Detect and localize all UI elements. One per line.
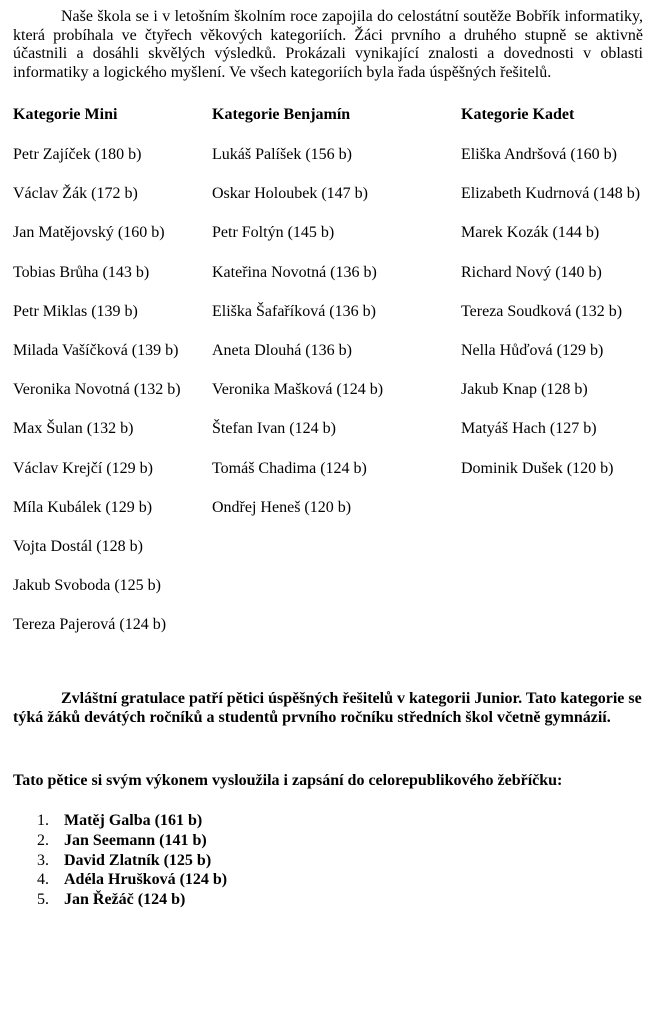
- rank-number: 3.: [37, 851, 49, 869]
- list-item: Dominik Dušek (120 b): [461, 459, 614, 477]
- ranking-title: Tato pětice si svým výkonem vysloužila i zapsání do celorepublikového žebříčku:: [13, 772, 563, 789]
- ranking-item: [13, 831, 227, 851]
- list-item: Eliška Šafaříková (136 b): [212, 302, 376, 320]
- list-item: Václav Krejčí (129 b): [13, 459, 153, 477]
- ranking-item: [13, 870, 227, 890]
- list-item: Milada Vašíčková (139 b): [13, 341, 179, 359]
- rank-name: Jan Řežáč (124 b): [64, 891, 186, 909]
- rank-name: Adéla Hrušková (124 b): [64, 871, 228, 889]
- list-item: Petr Foltýn (145 b): [212, 224, 335, 242]
- list-item: Václav Žák (172 b): [13, 185, 138, 203]
- list-item: Tobias Brůha (143 b): [13, 263, 150, 281]
- intro-paragraph: Naše škola se i v letošním školním roce zapojila do celostátní soutěže Bobřík informatiky, která probíhala ve čtyřech věkových kategoriích. Žáci prvního a druhého stupně se aktivně účastnili a dosáhli skvělých výsledků. Prokázali vynikající znalosti a dovednosti v oblasti informatiky a logického myšlení. Ve všech kategoriích byla řada úspěšných řešitelů.: [13, 8, 643, 81]
- junior-congrats: Zvláštní gratulace patří pětici úspěšných řešitelů v kategorii Junior. Tato kategorie se týká žáků devátých ročníků a studentů prvního ročníku středních škol včetně gymnázií.: [13, 690, 642, 726]
- list-item: Jakub Knap (128 b): [461, 381, 588, 399]
- rank-number: 2.: [37, 831, 49, 849]
- list-item: Tereza Soudková (132 b): [461, 302, 623, 320]
- category-kadet: [461, 104, 661, 497]
- list-item: Kateřina Novotná (136 b): [212, 263, 377, 281]
- list-item: Tomáš Chadima (124 b): [212, 459, 367, 477]
- list-item: Ondřej Heneš (120 b): [212, 498, 352, 516]
- rank-name: Matěj Galba (161 b): [64, 812, 203, 829]
- ranking-list: [13, 811, 227, 910]
- list-item: Eliška Andršová (160 b): [461, 146, 617, 163]
- rank-name: David Zlatník (125 b): [64, 851, 212, 869]
- list-item: Jan Matějovský (160 b): [13, 224, 165, 242]
- category-mini: [13, 104, 208, 653]
- list-item: Oskar Holoubek (147 b): [212, 185, 368, 203]
- category-title: Kategorie Mini: [13, 106, 118, 123]
- list-item: Veronika Mašková (124 b): [212, 381, 384, 399]
- list-item: Petr Zajíček (180 b): [13, 146, 142, 163]
- category-benjamin: [212, 104, 452, 536]
- ranking-item: [13, 811, 227, 831]
- list-item: Štefan Ivan (124 b): [212, 420, 336, 438]
- rank-number: 5.: [37, 891, 49, 909]
- ranking-item: [13, 890, 227, 910]
- rank-number: 4.: [37, 871, 49, 889]
- category-title: Kategorie Benjamín: [212, 106, 351, 123]
- results-list: [461, 144, 661, 497]
- list-item: Jakub Svoboda (125 b): [13, 577, 161, 595]
- list-item: Lukáš Palíšek (156 b): [212, 146, 352, 163]
- list-item: Aneta Dlouhá (136 b): [212, 341, 352, 359]
- list-item: Vojta Dostál (128 b): [13, 537, 143, 555]
- list-item: Richard Nový (140 b): [461, 263, 602, 281]
- list-item: Max Šulan (132 b): [13, 420, 134, 438]
- rank-name: Jan Seemann (141 b): [64, 831, 207, 849]
- list-item: Míla Kubálek (129 b): [13, 498, 153, 516]
- list-item: Tereza Pajerová (124 b): [13, 616, 167, 634]
- ranking-item: [13, 851, 227, 871]
- results-list: [13, 144, 208, 653]
- list-item: Veronika Novotná (132 b): [13, 381, 181, 399]
- rank-number: 1.: [37, 812, 49, 829]
- list-item: Marek Kozák (144 b): [461, 224, 600, 242]
- list-item: Elizabeth Kudrnová (148 b): [461, 185, 641, 203]
- category-title: Kategorie Kadet: [461, 106, 575, 123]
- list-item: Matyáš Hach (127 b): [461, 420, 597, 438]
- results-list: [212, 144, 452, 536]
- list-item: Nella Hůďová (129 b): [461, 341, 604, 359]
- list-item: Petr Miklas (139 b): [13, 302, 138, 320]
